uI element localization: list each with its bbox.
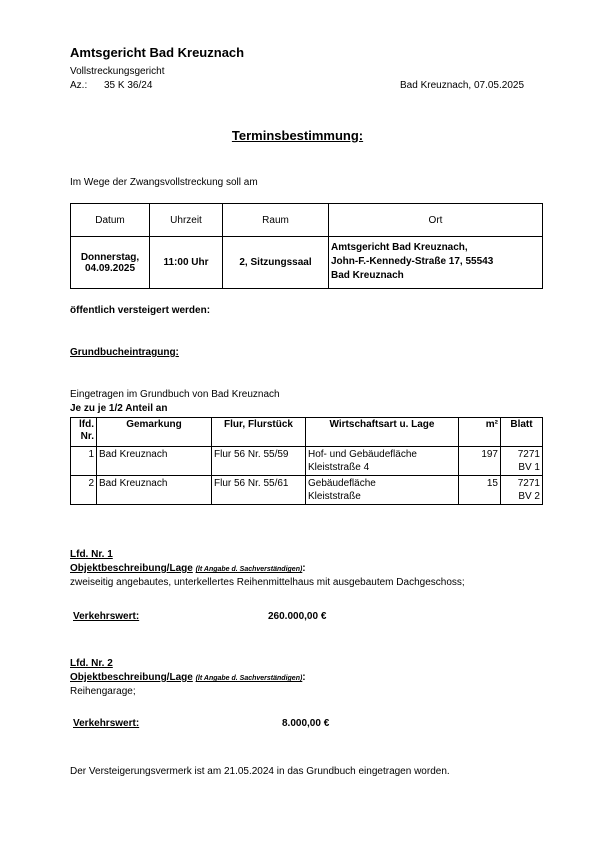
termin-table-header bbox=[71, 204, 543, 237]
row-qm: 15 bbox=[459, 476, 501, 505]
blatt-line-1: 7271 bbox=[517, 478, 540, 489]
az-number: 35 K 36/24 bbox=[104, 80, 153, 91]
art-line-1: Hof- und Gebäudefläche bbox=[308, 449, 417, 460]
grundbuch-heading: Grundbucheintragung: bbox=[70, 347, 179, 358]
place-date: Bad Kreuznach, 07.05.2025 bbox=[400, 80, 524, 91]
case-reference bbox=[70, 80, 153, 91]
lfd2-objekt-label: Objektbeschreibung/Lage bbox=[70, 672, 193, 683]
footer-text: Der Versteigerungsvermerk ist am 21.05.2024 in das Grundbuch eingetragen worden. bbox=[70, 766, 450, 777]
court-department: Vollstreckungsgericht bbox=[70, 66, 165, 77]
datum-line-2: 04.09.2025 bbox=[84, 262, 136, 274]
row-blatt bbox=[501, 476, 543, 505]
lfd1-objekt-label: Objektbeschreibung/Lage bbox=[70, 563, 193, 574]
lfd1-objekt-colon: : bbox=[302, 563, 306, 574]
art-line-2: Kleiststraße bbox=[308, 491, 361, 502]
az-label: Az.: bbox=[70, 80, 88, 91]
art-line-1: Gebäudefläche bbox=[308, 478, 376, 489]
lfd2-verkehrswert-label: Verkehrswert: bbox=[73, 718, 140, 729]
lfd1-objekt-note: (lt Angabe d. Sachverständigen) bbox=[195, 566, 303, 573]
ort-line-3: Bad Kreuznach bbox=[331, 270, 404, 281]
termin-raum: 2, Sitzungssaal bbox=[223, 237, 329, 289]
lfd1-verkehrswert-value: 260.000,00 € bbox=[268, 611, 327, 622]
header-raum: Raum bbox=[223, 204, 329, 237]
ort-line-1: Amtsgericht Bad Kreuznach, bbox=[331, 242, 468, 253]
termin-table bbox=[70, 203, 543, 289]
header-lfd-1: lfd. bbox=[79, 419, 94, 430]
row-flur: Flur 56 Nr. 55/59 bbox=[212, 447, 306, 476]
table-row bbox=[71, 476, 543, 505]
row-blatt bbox=[501, 447, 543, 476]
header-datum: Datum bbox=[71, 204, 150, 237]
art-line-2: Kleiststraße 4 bbox=[308, 462, 370, 473]
blatt-line-2: BV 1 bbox=[518, 462, 540, 473]
termin-uhrzeit: 11:00 Uhr bbox=[150, 237, 223, 289]
anteil-text: Je zu je 1/2 Anteil an bbox=[70, 403, 168, 414]
termin-datum bbox=[71, 237, 150, 289]
header-uhrzeit: Uhrzeit bbox=[150, 204, 223, 237]
header-qm: m² bbox=[459, 418, 501, 447]
lfd1-verkehrswert-label: Verkehrswert: bbox=[73, 611, 140, 622]
lfd1-description: zweiseitig angebautes, unterkellertes Reihenmittelhaus mit ausgebautem Dachgeschoss; bbox=[70, 577, 465, 588]
header-lfd bbox=[71, 418, 97, 447]
table-row bbox=[71, 447, 543, 476]
versteigert-text: öffentlich versteigert werden: bbox=[70, 305, 211, 316]
row-wirtschaftsart bbox=[306, 447, 459, 476]
grundbuch-table bbox=[70, 417, 543, 505]
termin-table-row bbox=[71, 237, 543, 289]
row-nr: 1 bbox=[71, 447, 97, 476]
intro-text: Im Wege der Zwangsvollstreckung soll am bbox=[70, 177, 258, 188]
blatt-line-2: BV 2 bbox=[518, 491, 540, 502]
termin-ort bbox=[329, 237, 543, 289]
row-gemarkung: Bad Kreuznach bbox=[97, 447, 212, 476]
lfd1-heading: Lfd. Nr. 1 bbox=[70, 549, 113, 560]
lfd2-objekt-line bbox=[70, 672, 306, 683]
grundbuch-text: Eingetragen im Grundbuch von Bad Kreuznach bbox=[70, 389, 280, 400]
header-gemarkung: Gemarkung bbox=[97, 418, 212, 447]
header-lfd-2: Nr. bbox=[80, 431, 94, 442]
blatt-line-1: 7271 bbox=[517, 449, 540, 460]
header-flur: Flur, Flurstück bbox=[212, 418, 306, 447]
row-qm: 197 bbox=[459, 447, 501, 476]
ort-line-2: John-F.-Kennedy-Straße 17, 55543 bbox=[331, 256, 494, 267]
header-ort: Ort bbox=[329, 204, 543, 237]
lfd2-objekt-colon: : bbox=[302, 672, 306, 683]
lfd1-objekt-line bbox=[70, 563, 306, 574]
lfd2-description: Reihengarage; bbox=[70, 686, 136, 697]
lfd2-verkehrswert-value: 8.000,00 € bbox=[282, 718, 330, 729]
header-wirtschaftsart: Wirtschaftsart u. Lage bbox=[306, 418, 459, 447]
row-gemarkung: Bad Kreuznach bbox=[97, 476, 212, 505]
grundbuch-table-header bbox=[71, 418, 543, 447]
document-title: Terminsbestimmung: bbox=[231, 128, 364, 143]
datum-line-1: Donnerstag, bbox=[80, 251, 140, 263]
court-name: Amtsgericht Bad Kreuznach bbox=[70, 45, 245, 60]
lfd2-objekt-note: (lt Angabe d. Sachverständigen) bbox=[195, 675, 303, 682]
row-flur: Flur 56 Nr. 55/61 bbox=[212, 476, 306, 505]
header-blatt: Blatt bbox=[501, 418, 543, 447]
lfd2-heading: Lfd. Nr. 2 bbox=[70, 658, 113, 669]
row-nr: 2 bbox=[71, 476, 97, 505]
row-wirtschaftsart bbox=[306, 476, 459, 505]
